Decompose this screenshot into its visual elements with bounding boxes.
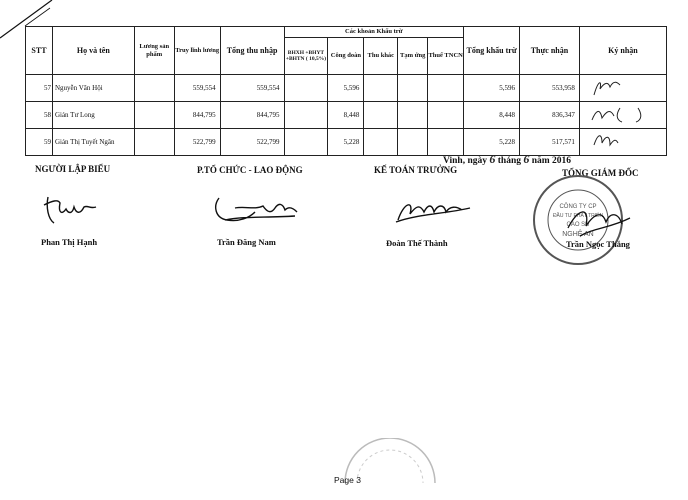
date-day: 6 [489,152,496,166]
header-thuc-nhan: Thực nhận [520,27,580,75]
signer-name-to-chuc: Trần Đăng Nam [217,237,276,247]
header-row-1 [26,27,667,38]
row-stt: 59 [26,129,53,156]
row-tong-thu-nhap: 522,799 [220,129,284,156]
signature-tran-dang-nam [205,188,305,233]
row-tong-khau-tru: 5,596 [464,75,520,102]
date-month: 6 [523,152,530,166]
header-cong-doan: Công đoàn [328,38,364,75]
row-tong-khau-tru: 8,448 [464,102,520,129]
signer-title-lap-bieu: NGƯỜI LẬP BIỂU [35,164,111,174]
row-thuc-nhan: 836,347 [520,102,580,129]
row-stt: 57 [26,75,53,102]
date-year: năm 2016 [531,156,572,166]
header-thu-khac: Thu khác [364,38,398,75]
signature-icon [580,102,660,126]
row-ky-nhan [579,75,666,102]
row-tong-thu-nhap: 559,554 [220,75,284,102]
signature-phan-thi-hanh [30,185,110,230]
svg-text:CÔNG TY CP: CÔNG TY CP [559,204,597,210]
row-truy-linh: 522,799 [174,129,220,156]
row-name: Giản Thị Tuyết Ngân [52,129,134,156]
row-cong-doan: 8,448 [328,102,364,129]
table-row [26,75,667,102]
header-truy-linh-luong: Truy lĩnh lương [174,27,220,75]
date-line [443,152,571,167]
row-tong-thu-nhap: 844,795 [220,102,284,129]
signer-name-giam-doc: Trần Ngọc Thắng [566,239,630,249]
svg-text:NGHỆ AN: NGHỆ AN [562,231,594,238]
signer-name-lap-bieu: Phan Thị Hạnh [41,237,98,247]
row-thu-khac [364,102,398,129]
signature-icon [580,75,660,99]
row-stt: 58 [26,102,53,129]
signature-icon [580,129,660,153]
date-prefix: Vinh, ngày [443,156,487,166]
date-month-label: tháng [497,156,521,166]
signer-title-giam-doc: TỔNG GIÁM ĐỐC [562,168,639,178]
header-cac-khoan-khau-tru: Các khoản Khấu trừ [284,27,464,38]
signer-title-to-chuc: P.TỔ CHỨC - LAO ĐỘNG [197,165,303,175]
header-name: Họ và tên [52,27,134,75]
header-thue-tncn: Thuế TNCN [428,38,464,75]
row-tong-khau-tru: 5,228 [464,129,520,156]
row-bhxh [284,102,328,129]
row-thuc-nhan: 517,571 [520,129,580,156]
row-truy-linh: 844,795 [174,102,220,129]
row-bhxh [284,75,328,102]
row-truy-linh: 559,554 [174,75,220,102]
header-tam-ung: Tạm ứng [398,38,428,75]
row-thue [428,75,464,102]
header-ky-nhan: Ký nhận [579,27,666,75]
row-thue [428,102,464,129]
row-thu-khac [364,75,398,102]
table-row [26,102,667,129]
header-tong-thu-nhap: Tổng thu nhập [220,27,284,75]
row-ky-nhan [579,102,666,129]
signer-title-ke-toan: KẾ TOÁN TRƯỞNG [374,165,458,175]
row-thu-khac [364,129,398,156]
header-bhxh: BHXH +BHYT +BHTN ( 10,5%) [284,38,328,75]
row-luong-san-pham [134,75,174,102]
row-cong-doan: 5,228 [328,129,364,156]
svg-text:CAO SU: CAO SU [566,222,590,228]
row-cong-doan: 5,596 [328,75,364,102]
page-number: Page 3 [334,475,361,485]
row-luong-san-pham [134,102,174,129]
row-ky-nhan [579,129,666,156]
header-tong-khau-tru: Tổng khấu trừ [464,27,520,75]
row-tam-ung [398,75,428,102]
row-tam-ung [398,102,428,129]
row-thuc-nhan: 553,958 [520,75,580,102]
row-name: Nguyễn Văn Hội [52,75,134,102]
row-tam-ung [398,129,428,156]
header-stt: STT [26,27,53,75]
row-luong-san-pham [134,129,174,156]
header-luong-san-pham: Lương sản phẩm [134,27,174,75]
signature-doan-the-thanh [388,192,478,232]
row-bhxh [284,129,328,156]
payroll-table [25,26,667,156]
svg-text:ĐẦU TƯ PHÁT TRIỂN: ĐẦU TƯ PHÁT TRIỂN [552,213,604,219]
signer-name-ke-toan: Đoàn Thế Thành [386,238,448,248]
row-name: Giản Tư Long [52,102,134,129]
